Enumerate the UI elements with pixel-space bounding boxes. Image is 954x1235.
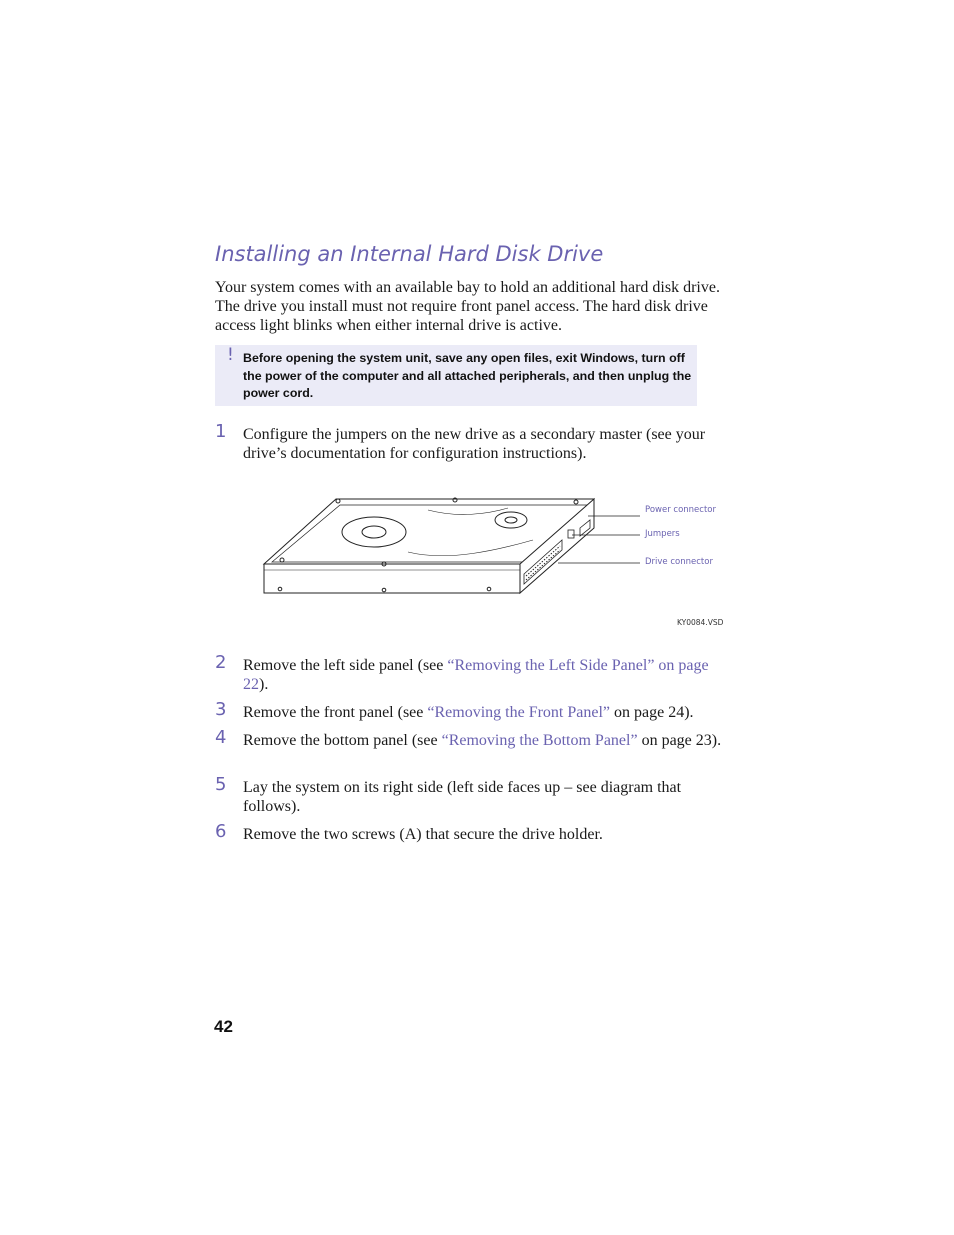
step-text [243,731,725,750]
caution-text: Before opening the system unit, save any open files, exit Windows, turn off the power of the computer and all attached peripherals, and then unplug the power cord. [243,351,692,400]
step-text-part: Remove the left side panel (see [243,657,448,674]
step-text [243,703,725,722]
caution-icon: ! [227,345,234,365]
callout-power-connector: Power connector [645,505,716,515]
callout-jumpers: Jumpers [645,529,680,539]
step-number: 2 [215,652,227,673]
step-text: Configure the jumpers on the new drive as a secondary master (see your drive’s documentation for configuration instructions). [243,426,706,462]
section-heading: Installing an Internal Hard Disk Drive [215,242,604,266]
link-removing-front-panel[interactable]: “Removing the Front Panel” [427,704,611,721]
step-number: 1 [215,421,227,442]
hard-disk-figure [258,490,724,630]
step-text-part: on page 24). [610,704,694,721]
page-number: 42 [214,1017,233,1036]
step-text-part: Remove the bottom panel (see [243,732,442,749]
figure-id: KY0084.VSD [677,618,724,627]
step-text [243,656,725,694]
link-removing-left-side-panel[interactable]: “Removing the Left Side Panel” on page 22 [243,657,709,693]
link-removing-bottom-panel[interactable]: “Removing the Bottom Panel” [441,732,638,749]
step-text-part: Remove the front panel (see [243,704,428,721]
step-text-part: ). [259,676,269,693]
callout-drive-connector: Drive connector [645,557,713,567]
step-number: 3 [215,699,227,720]
caution-note [215,345,697,406]
step-text-part: on page 23). [637,732,722,749]
step-text: Lay the system on its right side (left side faces up – see diagram that follows). [243,779,682,815]
step-number: 6 [215,821,227,842]
step-number: 4 [215,727,227,748]
step-text: Remove the two screws (A) that secure the drive holder. [243,826,603,843]
step-number: 5 [215,774,227,795]
intro-paragraph: Your system comes with an available bay to hold an additional hard disk drive. The drive you install must not require front panel access. The hard disk drive access light blinks when either internal drive is active. [215,279,720,334]
